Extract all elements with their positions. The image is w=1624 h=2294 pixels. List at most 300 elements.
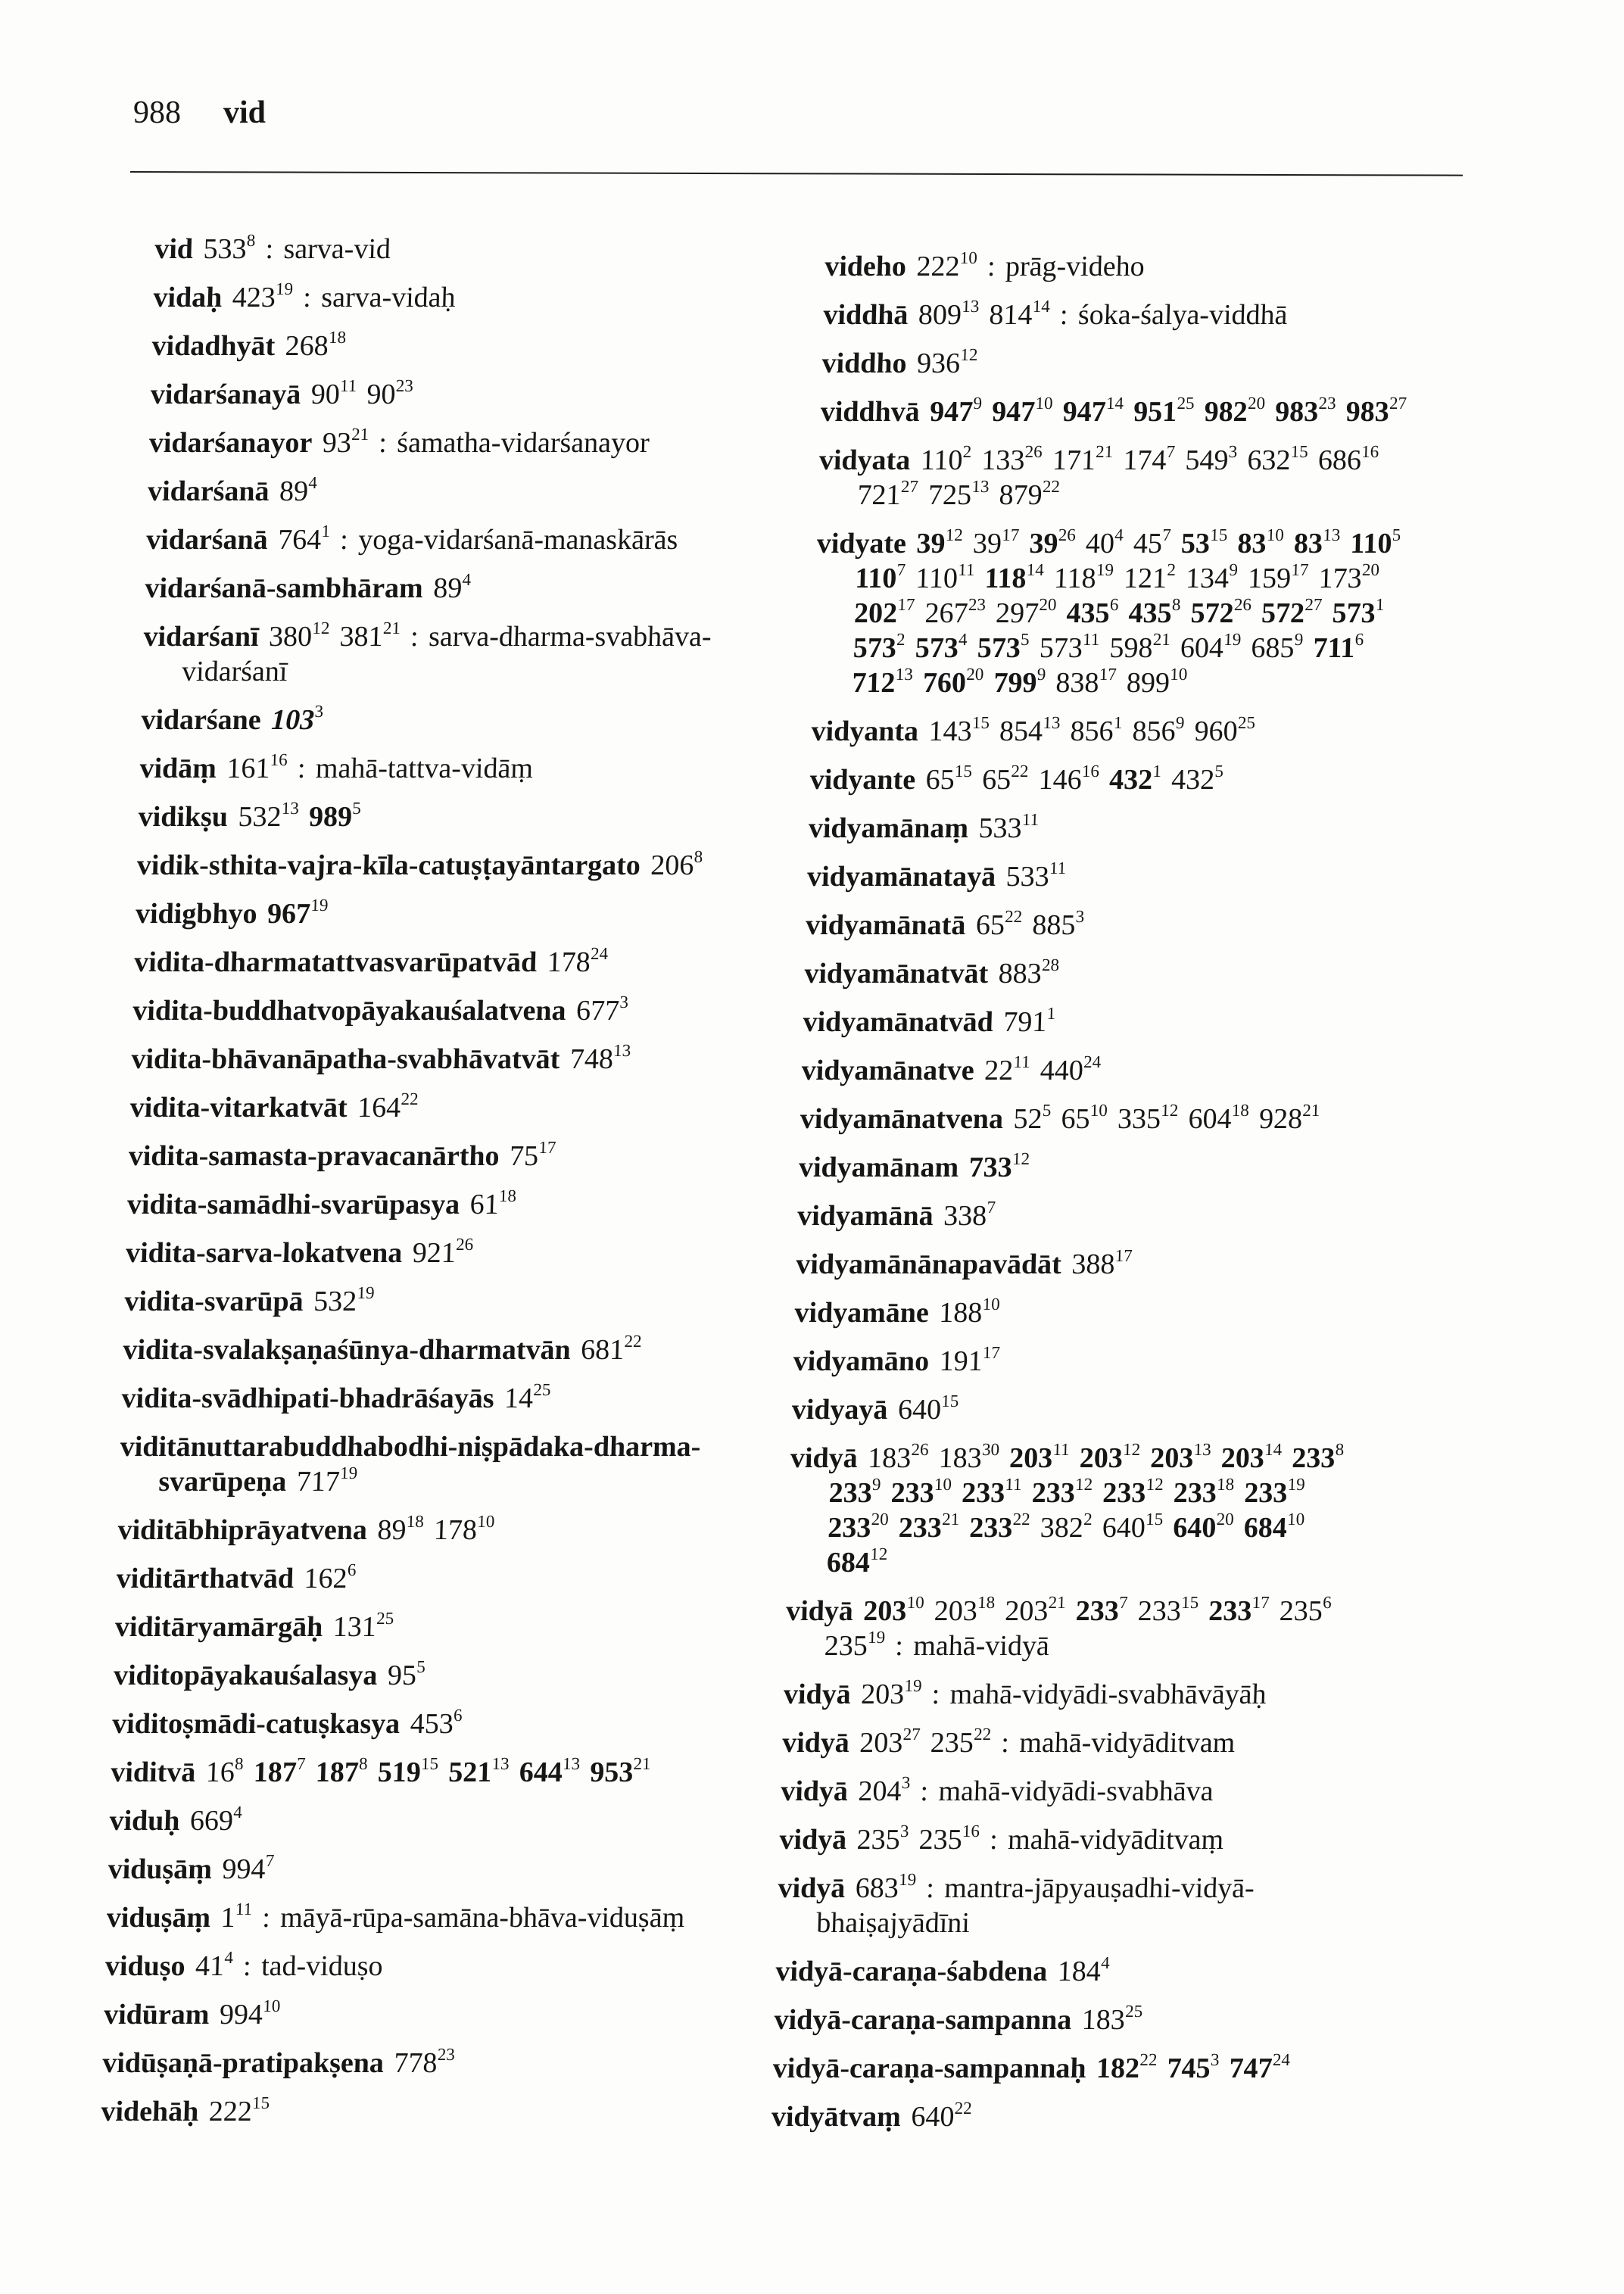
line-number: 6 xyxy=(453,1706,463,1725)
line-number: 4 xyxy=(232,1803,243,1822)
page-reference xyxy=(922,667,983,699)
page-reference xyxy=(824,1630,885,1662)
line-number: 15 xyxy=(971,713,990,733)
page-reference xyxy=(1292,1442,1345,1474)
page-reference xyxy=(993,667,1046,699)
line-number: 3 xyxy=(314,702,324,722)
line-number: 10 xyxy=(982,1295,1001,1314)
line-number: 16 xyxy=(270,750,288,770)
headword: vidarśanā xyxy=(147,475,270,507)
page-number-ref: 118 xyxy=(1053,563,1097,594)
line-number: 17 xyxy=(538,1138,556,1158)
page-reference xyxy=(313,1283,375,1317)
page-number-ref: 921 xyxy=(412,1237,457,1269)
header-rule xyxy=(130,171,1463,176)
page-reference xyxy=(357,1089,419,1124)
line-number: 18 xyxy=(1231,1101,1250,1121)
page-number-ref: 388 xyxy=(1071,1248,1116,1280)
page-number-ref: 598 xyxy=(1108,632,1154,664)
index-entry xyxy=(806,859,1488,894)
index-entry xyxy=(821,346,1504,381)
entry-continuation-line xyxy=(784,1629,1467,1663)
page-reference xyxy=(222,1853,275,1885)
page-reference xyxy=(855,1872,916,1904)
page-number-ref: 110 xyxy=(915,563,959,594)
index-entry xyxy=(134,945,786,980)
line-number: 23 xyxy=(1318,394,1336,413)
headword: viddhvā xyxy=(820,396,921,428)
page-reference xyxy=(1173,1477,1234,1509)
page-number-ref: 75 xyxy=(509,1140,539,1172)
index-entry xyxy=(823,298,1505,332)
page-reference xyxy=(1039,632,1099,664)
page-reference xyxy=(1062,396,1124,428)
page-reference xyxy=(1332,597,1385,629)
page-reference xyxy=(332,1611,394,1643)
entry-line xyxy=(779,1822,1461,1857)
line-number: 4 xyxy=(224,1948,234,1968)
entry-line xyxy=(803,1005,1485,1039)
page-reference xyxy=(267,898,328,930)
line-number: 13 xyxy=(961,297,980,316)
page-reference xyxy=(978,812,1039,844)
headword: viddhā xyxy=(822,299,909,331)
line-number: 15 xyxy=(941,1392,959,1411)
entry-line xyxy=(808,811,1490,846)
headword: viditopāyakauśalasya xyxy=(113,1660,379,1691)
index-entry xyxy=(812,526,1499,700)
page-reference xyxy=(1109,764,1162,796)
page-reference xyxy=(1185,444,1238,476)
index-column-left xyxy=(100,232,806,2143)
headword: viditābhiprāyatvena xyxy=(117,1514,368,1546)
page-number-ref: 65 xyxy=(1060,1103,1091,1135)
cross-reference: : mantra-jāpyauṣadhi-vidyā- xyxy=(925,1872,1255,1904)
line-number: 13 xyxy=(971,477,990,497)
page-reference xyxy=(208,2093,270,2127)
cross-reference: : mahā-vidyādi-svabhāvāyāḥ xyxy=(931,1678,1267,1710)
headword: viditāryamārgāḥ xyxy=(114,1611,323,1643)
line-number: 3 xyxy=(1075,907,1085,927)
entry-continuation-line xyxy=(787,1545,1469,1580)
entry-line xyxy=(154,232,806,266)
entry-line xyxy=(120,1429,771,1464)
page-number-ref: 131 xyxy=(332,1611,377,1643)
line-number: 21 xyxy=(633,1754,651,1774)
page-number-ref: 22 xyxy=(983,1055,1014,1086)
index-entry xyxy=(809,762,1492,797)
page-number-ref: 453 xyxy=(410,1708,454,1740)
page-number-ref: 174 xyxy=(1122,444,1167,476)
entry-line xyxy=(134,945,786,980)
line-number: 22 xyxy=(973,1725,992,1744)
line-number: 3 xyxy=(899,1822,909,1841)
page-reference xyxy=(205,1756,244,1788)
page-reference xyxy=(928,479,990,511)
entry-line xyxy=(824,249,1507,284)
cross-reference: : mahā-vidyāditvaṃ xyxy=(989,1824,1224,1856)
page-number-ref: 432 xyxy=(1108,764,1153,796)
page-reference xyxy=(890,1477,952,1509)
page-reference xyxy=(1188,1103,1249,1135)
line-number: 12 xyxy=(1161,1101,1179,1121)
index-entry xyxy=(124,1284,776,1319)
page-number-ref: 573 xyxy=(977,632,1021,664)
page-number-ref: 95 xyxy=(387,1660,417,1691)
page-number-ref: 983 xyxy=(1345,396,1390,428)
headword: vidyamānatvād xyxy=(802,1006,994,1038)
page-number-ref: 233 xyxy=(1031,1477,1076,1509)
line-number: 15 xyxy=(1145,1510,1164,1529)
page-reference xyxy=(410,1708,463,1740)
line-number: 19 xyxy=(1096,560,1114,580)
page-number-ref: 435 xyxy=(1128,597,1173,629)
entry-line xyxy=(136,848,788,883)
index-entry xyxy=(151,329,803,363)
entry-line xyxy=(145,571,796,606)
entry-line xyxy=(117,1513,769,1548)
line-number: 21 xyxy=(1302,1101,1320,1121)
page-reference xyxy=(315,1756,368,1788)
page-reference xyxy=(1317,444,1379,476)
headword: vidūram xyxy=(103,1999,210,2031)
page-number-ref: 640 xyxy=(1102,1512,1146,1544)
page-reference xyxy=(998,955,1060,990)
cross-reference: : mahā-vidyā xyxy=(894,1630,1050,1662)
line-number: 17 xyxy=(1001,525,1020,545)
headword: vidyā xyxy=(781,1727,850,1759)
entry-line xyxy=(782,1725,1464,1760)
headword: vidarśanayor xyxy=(148,427,313,459)
page-reference xyxy=(861,1678,922,1710)
line-number: 10 xyxy=(1286,1510,1305,1529)
entry-continuation-line xyxy=(142,654,794,689)
page-number-ref: 297 xyxy=(995,597,1040,629)
line-number: 12 xyxy=(1122,1440,1141,1460)
page-reference xyxy=(1052,444,1113,476)
entry-line xyxy=(113,1658,765,1693)
page-number-ref: 760 xyxy=(922,667,967,699)
page-number-ref: 684 xyxy=(826,1547,871,1579)
line-number: 21 xyxy=(1152,630,1171,650)
line-number: 7 xyxy=(1166,442,1176,462)
entry-continuation-line xyxy=(813,631,1495,665)
headword: vidyanta xyxy=(811,715,919,747)
entry-line xyxy=(106,1900,758,1935)
line-number: 24 xyxy=(1083,1052,1102,1072)
line-number: 16 xyxy=(1081,762,1100,781)
index-entry xyxy=(803,1005,1485,1039)
page-reference xyxy=(1293,525,1341,559)
index-entry xyxy=(793,1344,1475,1379)
entry-line xyxy=(775,1954,1457,1989)
page-number-ref: 203 xyxy=(1004,1595,1049,1627)
entry-continuation-line xyxy=(788,1510,1470,1545)
line-number: 26 xyxy=(455,1235,474,1255)
entry-line xyxy=(116,1561,768,1596)
line-number: 20 xyxy=(1361,560,1380,580)
headword: vidita-svarūpā xyxy=(123,1286,304,1317)
page-reference xyxy=(650,849,703,881)
headword: vidyamānatā xyxy=(805,909,967,941)
headword: vidita-buddhatvopāyakauśalatvena xyxy=(132,995,567,1027)
line-number: 22 xyxy=(1004,907,1023,927)
page-number-ref: 951 xyxy=(1133,396,1177,428)
page-number-ref: 173 xyxy=(1318,563,1363,594)
line-number: 11 xyxy=(957,560,975,580)
page-reference xyxy=(915,525,964,559)
headword: vidyamānatayā xyxy=(806,861,996,893)
page-reference xyxy=(1133,396,1195,428)
page-reference xyxy=(1133,525,1172,559)
headword: vidita-samasta-pravacanārtho xyxy=(128,1140,500,1172)
page-number-ref: 549 xyxy=(1184,444,1230,476)
page-reference xyxy=(920,444,971,476)
page-reference xyxy=(1028,525,1077,559)
line-number: 7 xyxy=(1161,525,1172,545)
line-number: 17 xyxy=(982,1343,1001,1363)
page-reference xyxy=(1066,597,1119,629)
cross-reference: vidarśanī xyxy=(181,656,288,687)
page-reference xyxy=(226,750,288,784)
page-reference xyxy=(1244,1477,1305,1509)
page-number-ref: 65 xyxy=(925,764,955,796)
line-number: 14 xyxy=(1264,1440,1283,1460)
page-reference xyxy=(915,248,978,282)
page-number-ref: 721 xyxy=(857,479,902,511)
page-reference xyxy=(1079,1442,1140,1474)
entry-line xyxy=(138,799,790,834)
page-number-ref: 65 xyxy=(975,909,1005,941)
line-number: 6 xyxy=(1354,630,1364,650)
line-number: 9 xyxy=(1036,665,1046,684)
line-number: 11 xyxy=(1082,630,1100,650)
page-reference xyxy=(1123,444,1176,476)
page-number-ref: 573 xyxy=(853,632,897,664)
headword-continuation: svarūpeṇa xyxy=(157,1466,287,1498)
page-number-ref: 235 xyxy=(918,1824,963,1856)
page-number-ref: 967 xyxy=(267,898,311,930)
page-reference xyxy=(269,621,330,653)
entry-line xyxy=(129,1090,781,1125)
line-number: 12 xyxy=(1011,1149,1030,1169)
cross-reference: : sarva-vid xyxy=(264,233,391,265)
page-reference xyxy=(924,597,986,629)
line-number: 10 xyxy=(959,248,978,268)
page-reference xyxy=(969,1512,1030,1544)
page-reference xyxy=(1243,1512,1304,1544)
entry-line xyxy=(146,522,798,557)
line-number: 4 xyxy=(308,473,318,493)
page-number-ref: 989 xyxy=(308,801,353,833)
line-number: 24 xyxy=(590,944,609,964)
page-number-ref: 178 xyxy=(547,946,591,978)
page-reference xyxy=(897,1394,959,1426)
page-number-ref: 712 xyxy=(851,667,896,699)
line-number: 14 xyxy=(1026,560,1045,580)
page-number-ref: 432 xyxy=(1170,764,1215,796)
page-number-ref: 640 xyxy=(910,2101,955,2133)
entry-line xyxy=(806,908,1488,943)
page-reference xyxy=(1005,861,1066,893)
headword: vidyamāne xyxy=(793,1297,930,1329)
page-number-ref: 233 xyxy=(968,1512,1013,1544)
line-number: 25 xyxy=(1124,2002,1143,2021)
page-reference xyxy=(433,1514,494,1546)
headword: vidita-bhāvanāpatha-svabhāvatvāt xyxy=(130,1043,561,1075)
page-reference xyxy=(854,597,915,629)
page-number-ref: 380 xyxy=(268,621,313,653)
page-reference xyxy=(519,1756,580,1788)
page-reference xyxy=(387,1657,426,1691)
entry-continuation-line xyxy=(818,478,1500,513)
page-number-ref: 45 xyxy=(1133,528,1163,559)
index-entry xyxy=(129,1090,781,1125)
page-number-ref: 532 xyxy=(237,801,282,833)
page-reference xyxy=(509,1140,556,1172)
line-number: 15 xyxy=(1290,442,1309,462)
index-entry xyxy=(123,1332,775,1367)
entry-line xyxy=(111,1755,762,1790)
page-reference xyxy=(1061,1103,1108,1135)
page-number-ref: 83 xyxy=(1293,528,1323,559)
page-reference xyxy=(981,444,1043,476)
cross-reference: bhaiṣajyādīni xyxy=(815,1907,971,1939)
entry-line xyxy=(139,751,791,786)
page-number-ref: 382 xyxy=(1040,1512,1084,1544)
page-reference xyxy=(285,330,346,362)
index-column-right xyxy=(771,249,1507,2148)
page-reference xyxy=(983,1052,1031,1086)
headword: vidita-svādhipati-bhadrāśayās xyxy=(121,1382,495,1414)
line-number: 22 xyxy=(1011,762,1029,781)
page-number-ref: 90 xyxy=(310,379,341,410)
page-number-ref: 188 xyxy=(938,1297,983,1329)
page-reference xyxy=(984,560,1045,594)
page-number-ref: 856 xyxy=(1070,715,1114,747)
line-number: 30 xyxy=(981,1440,1000,1460)
page-reference xyxy=(916,345,978,379)
page-number-ref: 65 xyxy=(981,764,1011,796)
line-number: 12 xyxy=(960,345,978,365)
page-number-ref: 532 xyxy=(313,1286,357,1317)
headword: vidarśanā-sambhāram xyxy=(144,572,424,604)
headword: videhāḥ xyxy=(100,2096,199,2127)
line-number: 22 xyxy=(1042,477,1061,497)
page-number-ref: 118 xyxy=(984,563,1027,594)
page-reference xyxy=(1128,597,1181,629)
page-reference xyxy=(1279,1595,1332,1627)
headword: vidyā-caraṇa-sampannaḥ xyxy=(772,2052,1087,2084)
headword: vidyate xyxy=(816,528,907,559)
page-reference xyxy=(858,1775,911,1807)
line-number: 5 xyxy=(1392,525,1401,545)
line-number: 11 xyxy=(1021,810,1040,830)
page-reference xyxy=(915,560,975,594)
line-number: 21 xyxy=(382,619,401,638)
entry-continuation-line xyxy=(789,1476,1471,1510)
index-entry xyxy=(106,1900,758,1935)
page-reference xyxy=(939,1297,1000,1329)
page-number-ref: 725 xyxy=(927,479,972,511)
page-reference xyxy=(238,801,299,833)
page-reference xyxy=(1005,1595,1066,1627)
line-number: 4 xyxy=(1114,525,1124,545)
index-entry xyxy=(798,1150,1480,1185)
page-number-ref: 440 xyxy=(1040,1055,1084,1086)
line-number: 3 xyxy=(1210,2050,1220,2070)
page-number-ref: 983 xyxy=(1274,396,1319,428)
line-number: 24 xyxy=(1272,2050,1291,2070)
entry-continuation-line xyxy=(814,596,1496,631)
line-number: 10 xyxy=(1089,1101,1108,1121)
page-reference xyxy=(1190,597,1252,629)
line-number: 20 xyxy=(1216,1510,1235,1529)
page-number-ref: 683 xyxy=(855,1872,899,1904)
headword: vidarśanā xyxy=(145,524,269,556)
line-number: 19 xyxy=(904,1676,922,1696)
headword: vidyayā xyxy=(791,1394,889,1426)
page-reference xyxy=(547,946,608,978)
index-entry xyxy=(820,394,1502,429)
index-entry xyxy=(103,1997,755,2032)
entry-line xyxy=(790,1441,1472,1476)
headword: vidyā xyxy=(785,1595,854,1627)
page-number-ref: 791 xyxy=(1002,1006,1047,1038)
headword: vidūṣaṇā-pratipakṣena xyxy=(101,2047,385,2079)
page-number-ref: 203 xyxy=(1149,1442,1194,1474)
entry-line xyxy=(132,993,784,1028)
page-number-ref: 89 xyxy=(432,572,463,604)
page-number-ref: 533 xyxy=(202,233,248,265)
line-number: 3 xyxy=(901,1773,911,1793)
page-reference xyxy=(863,1595,924,1627)
entry-line xyxy=(153,280,805,315)
page-number-ref: 233 xyxy=(828,1477,873,1509)
entry-line xyxy=(809,762,1492,797)
line-number: 11 xyxy=(1049,859,1067,878)
page-reference xyxy=(982,764,1029,796)
page-reference xyxy=(576,995,629,1027)
page-reference xyxy=(1075,1595,1128,1627)
line-number: 11 xyxy=(1013,1052,1031,1072)
headword: vidadhyāt xyxy=(151,330,276,362)
page-reference xyxy=(856,1824,909,1856)
cross-reference: : mahā-vidyādi-svabhāva xyxy=(919,1775,1214,1807)
cross-reference: : prāg-videho xyxy=(987,251,1146,282)
line-number: 21 xyxy=(1048,1593,1067,1613)
index-entry xyxy=(138,799,790,834)
page-number-ref: 632 xyxy=(1246,444,1292,476)
line-number: 8 xyxy=(1171,595,1181,615)
page-number-ref: 206 xyxy=(650,849,694,881)
page-reference xyxy=(962,1477,1022,1509)
page-reference xyxy=(992,396,1053,428)
page-number-ref: 203 xyxy=(1079,1442,1124,1474)
line-number: 25 xyxy=(376,1609,394,1629)
line-number: 21 xyxy=(351,425,369,444)
page-reference xyxy=(366,376,414,410)
headword: vidāṃ xyxy=(139,753,217,784)
page-reference xyxy=(928,715,990,747)
page-number-ref: 110 xyxy=(920,444,964,476)
page-reference xyxy=(504,1382,551,1414)
line-number: 21 xyxy=(1095,442,1114,462)
entry-line xyxy=(800,1102,1482,1136)
line-number: 20 xyxy=(1247,394,1266,413)
index-entry xyxy=(774,2003,1456,2037)
entry-line xyxy=(786,1594,1468,1629)
